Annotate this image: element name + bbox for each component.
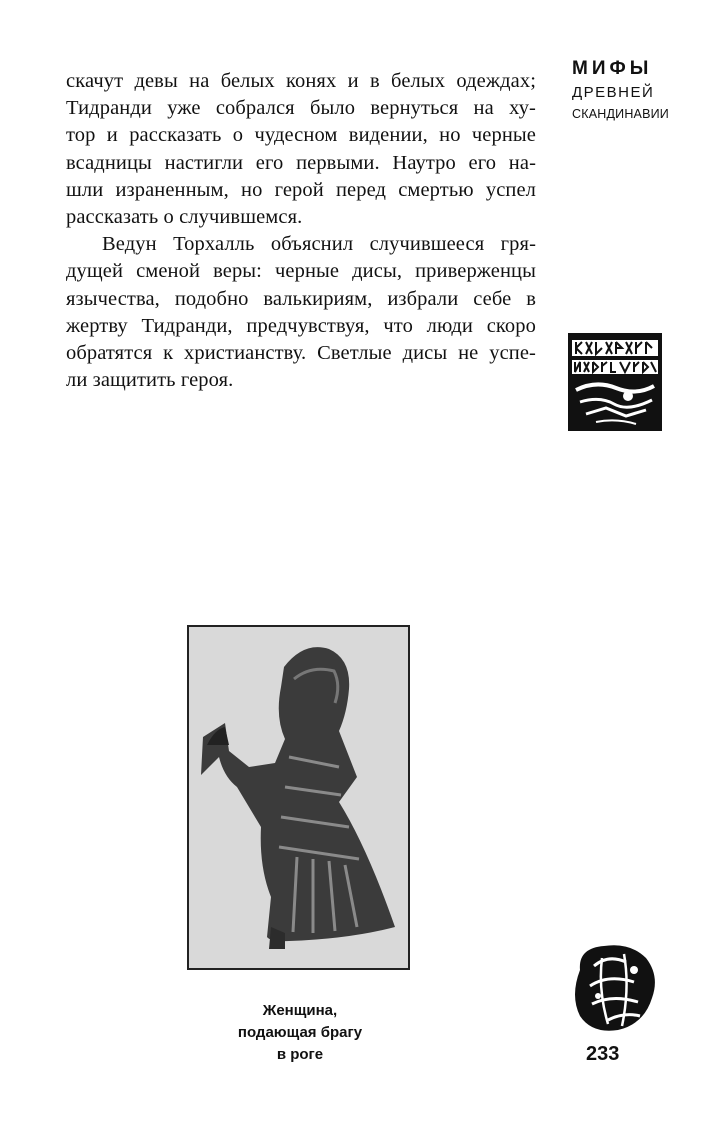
body-text xyxy=(66,68,536,394)
caption-line: в роге xyxy=(276,1046,324,1063)
text-line: тор и рассказать о чудесном видении, но черные xyxy=(66,124,536,147)
paragraph-2 xyxy=(66,231,536,394)
text-line: шли израненным, но герой перед смертью успел xyxy=(66,178,536,201)
figure-caption xyxy=(215,1000,385,1066)
book-title-header xyxy=(572,58,672,121)
text-line: дущей сменой веры: черные дисы, приверженцы xyxy=(66,260,536,283)
text-line: всадницы настигли его первыми. Наутро его на- xyxy=(66,151,536,174)
caption-line: Женщина, xyxy=(262,1002,338,1019)
text-line: жертву Тидранди, предчувствуя, что люди скоро xyxy=(66,314,536,337)
figure-photo xyxy=(187,625,410,970)
woman-with-horn-figurine-icon xyxy=(189,627,408,968)
paragraph-1 xyxy=(66,68,536,231)
text-line: рассказать о случившемся. xyxy=(66,206,303,229)
book-title-line-1: МИФЫ xyxy=(572,58,653,79)
page-number: 233 xyxy=(586,1043,620,1065)
runestone-ornament-icon xyxy=(566,330,664,434)
text-line: язычества, подобно валькириям, избрали себе в xyxy=(66,287,536,310)
caption-line: подающая брагу xyxy=(237,1024,363,1041)
book-title-line-2: ДРЕВНЕЙ xyxy=(572,84,655,101)
text-line: обратятся к христианству. Светлые дисы не успе- xyxy=(66,342,536,365)
text-line: скачут девы на белых конях и в белых одеждах; xyxy=(66,70,536,92)
text-line: ли защитить героя. xyxy=(66,369,234,392)
text-line: Тидранди уже собрался было вернуться на ху- xyxy=(66,97,536,120)
book-title-line-3: СКАНДИНАВИИ xyxy=(572,107,669,121)
text-line: Ведун Торхалль объяснил случившееся гря- xyxy=(102,233,536,256)
knot-ornament-icon xyxy=(568,940,660,1035)
